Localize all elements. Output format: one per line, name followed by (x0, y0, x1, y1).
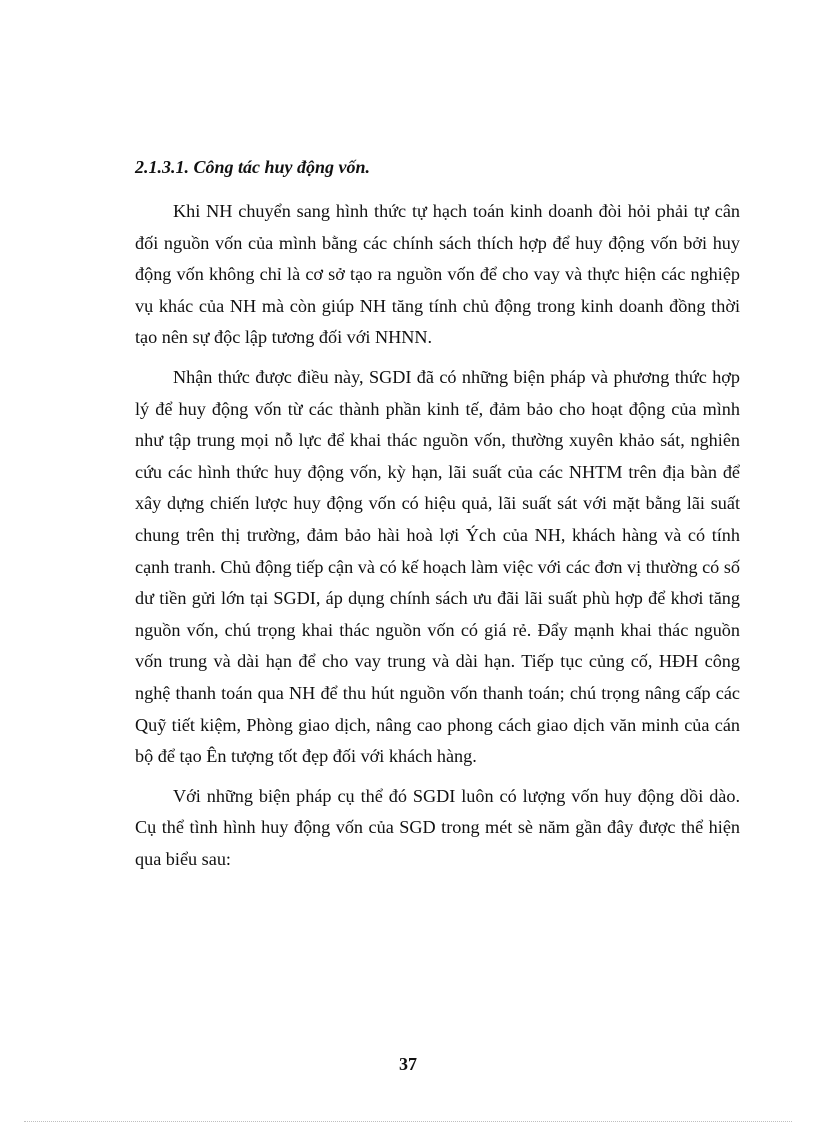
paragraph-capital-mobilization-intro: Khi NH chuyển sang hình thức tự hạch toán kinh doanh đòi hỏi phải tự cân đối nguồn vốn của mình bằng các chính sách thích hợp để huy động vốn bởi huy động vốn không chỉ là cơ sở tạo ra nguồn vốn để cho vay và thực hiện các nghiệp vụ khác của NH mà còn giúp NH tăng tính chủ động trong kinh doanh đồng thời tạo nên sự độc lập tương đối với NHNN. (135, 201, 740, 348)
page-number: 37 (399, 1054, 417, 1074)
paragraph-table-intro: Với những biện pháp cụ thể đó SGDI luôn có lượng vốn huy động dồi dào. Cụ thể tình hình huy động vốn của SGD trong mét sè năm gần đây được thể hiện qua biểu sau: (135, 785, 740, 869)
paragraph-sgdi-measures: Nhận thức được điều này, SGDI đã có những biện pháp và phương thức hợp lý để huy động vốn từ các thành phần kinh tế, đảm bảo cho hoạt động của mình như tập trung mọi nỗ lực để khai thác nguồn vốn, thường xuyên khảo sát, nghiên cứu các hình thức huy động vốn, kỳ hạn, lãi suất của các NHTM trên địa bàn để xây dựng chiến lược huy động vốn có hiệu quả, lãi suất sát với mặt bằng lãi suất chung trên thị trường, đảm bảo hài hoà lợi Ých của NH, khách hàng và có tính cạnh tranh. Chủ động tiếp cận và có kế hoạch làm việc với các đơn vị thường có số dư tiền gửi lớn tại SGDI, áp dụng chính sách ưu đãi lãi suất phù hợp để khơi tăng nguồn vốn, chú trọng khai thác nguồn vốn có giá rẻ. Đẩy mạnh khai thác nguồn vốn trung và dài hạn để cho vay trung và dài hạn. Tiếp tục củng cố, HĐH công nghệ thanh toán qua NH để thu hút nguồn vốn thanh toán; chú trọng nâng cấp các Quỹ tiết kiệm, Phòng giao dịch, nâng cao phong cách giao dịch văn minh của cán bộ để tạo Ên tượng tốt đẹp đối với khách hàng. (135, 366, 740, 767)
page-bottom-divider (24, 1121, 792, 1122)
section-heading: 2.1.3.1. Công tác huy động vốn. (135, 157, 371, 177)
page-body (135, 152, 740, 883)
